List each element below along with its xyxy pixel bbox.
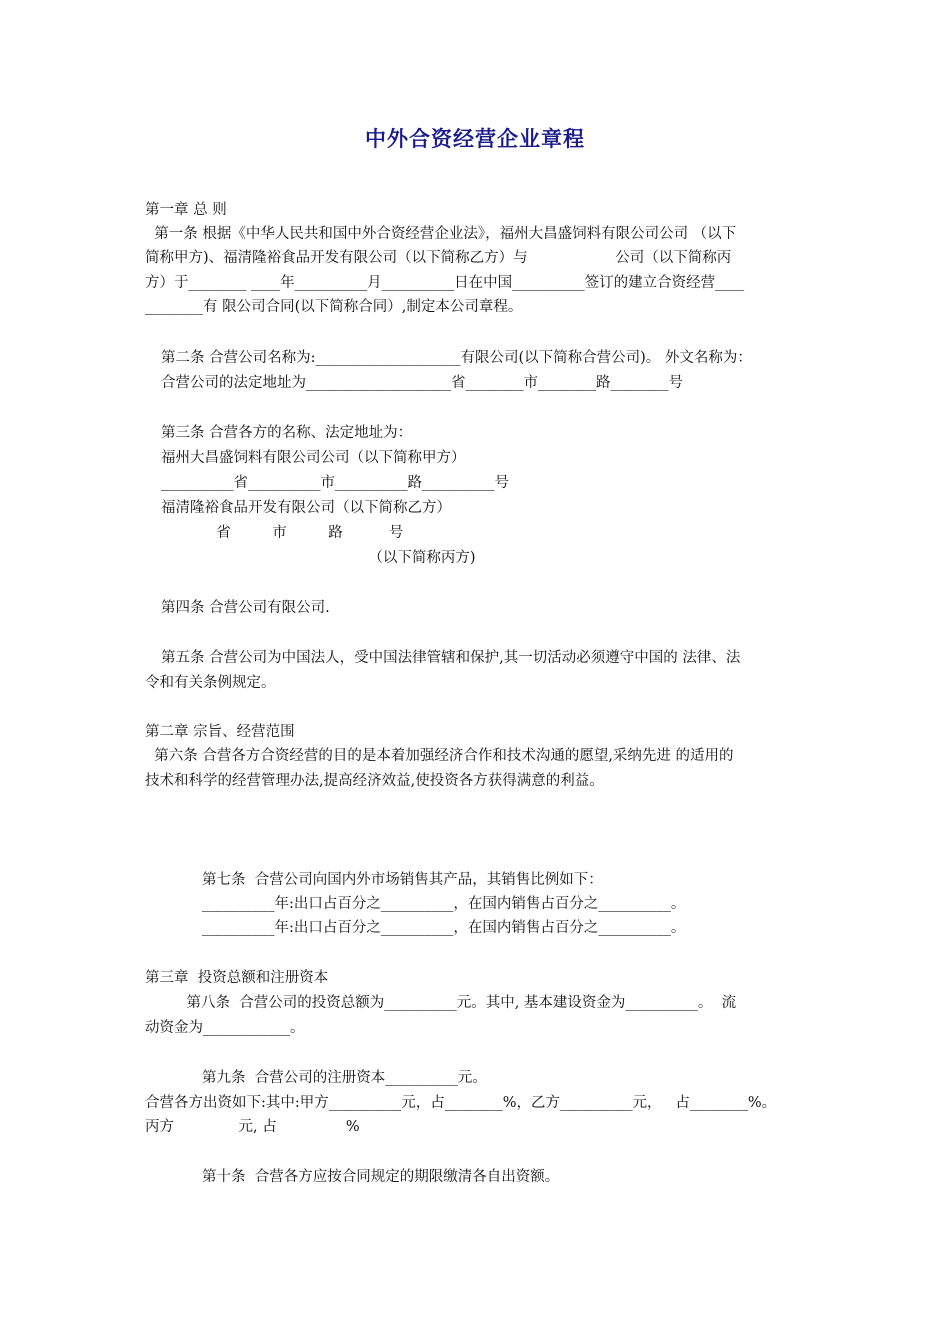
party-c-note: （以下简称丙方)	[161, 550, 476, 566]
article-1-line-3: 方）于________ ____年__________月__________日在中国__________签订的建立合资经营____	[145, 275, 745, 291]
party-b-address: 省 市 路 号	[161, 525, 404, 541]
document-title: 中外合资经营企业章程	[365, 127, 585, 151]
article-4: 第四条 合营公司有限公司.	[161, 600, 330, 616]
article-1-line-1: 第一条 根据《中华人民共和国中外合资经营企业法》，福州大昌盛饲料有限公司公司 （以下	[145, 226, 737, 242]
article-9-line-2: 合营各方出资如下:其中:甲方__________元，占________%，乙方__________元， 占________%。	[145, 1095, 777, 1111]
article-1-line-2: 简称甲方)、福清隆裕食品开发有限公司（以下简称乙方）与 公司（以下简称丙	[145, 250, 732, 266]
party-a-address: __________省__________市__________路__________号	[161, 475, 509, 491]
article-5-line-2: 令和有关条例规定。	[145, 675, 276, 691]
article-5-line-1: 第五条 合营公司为中国法人，受中国法律管辖和保护,其一切活动必须遵守中国的 法律、法	[161, 650, 741, 666]
article-3-heading: 第三条 合营各方的名称、法定地址为：	[161, 425, 413, 441]
article-7-heading: 第七条 合营公司向国内外市场销售其产品，其销售比例如下：	[202, 872, 603, 888]
article-9-line-1: 第九条 合营公司的注册资本__________元。	[202, 1070, 487, 1086]
article-8-line-2: 动资金为____________。	[145, 1020, 305, 1036]
chapter-3-heading: 第三章 投资总额和注册资本	[145, 970, 329, 986]
article-7-ratio-1: __________年:出口占百分之__________，在国内销售占百分之__________。	[202, 896, 686, 912]
article-7-ratio-2: __________年:出口占百分之__________，在国内销售占百分之__________。	[202, 920, 686, 936]
chapter-2-heading: 第二章 宗旨、经营范围	[145, 724, 295, 740]
article-2-line-2: 合营公司的法定地址为____________________省________市________路________号	[161, 375, 683, 391]
article-6-line-1: 第六条 合营各方合资经营的目的是本着加强经济合作和技术沟通的愿望,采纳先进 的适用的	[145, 748, 734, 764]
article-9-line-3: 丙方 元, 占 %	[145, 1119, 360, 1135]
article-6-line-2: 技术和科学的经营管理办法,提高经济效益,使投资各方获得满意的利益。	[145, 773, 604, 789]
article-1-line-4: ________有 限公司合同(以下简称合同）,制定本公司章程。	[145, 299, 523, 315]
chapter-1-heading: 第一章 总 则	[145, 202, 227, 218]
party-a-name: 福州大昌盛饲料有限公司公司（以下简称甲方）	[161, 450, 466, 466]
party-b-name: 福清隆裕食品开发有限公司（以下简称乙方）	[161, 500, 451, 516]
article-2-line-1: 第二条 合营公司名称为:____________________有限公司(以下简称合营公司)。 外文名称为：	[161, 350, 752, 366]
article-8-line-1: 第八条 合营公司的投资总额为__________元。其中, 基本建设资金为__________。 流	[145, 995, 737, 1011]
article-10: 第十条 合营各方应按合同规定的期限缴清各自出资额。	[202, 1169, 560, 1185]
